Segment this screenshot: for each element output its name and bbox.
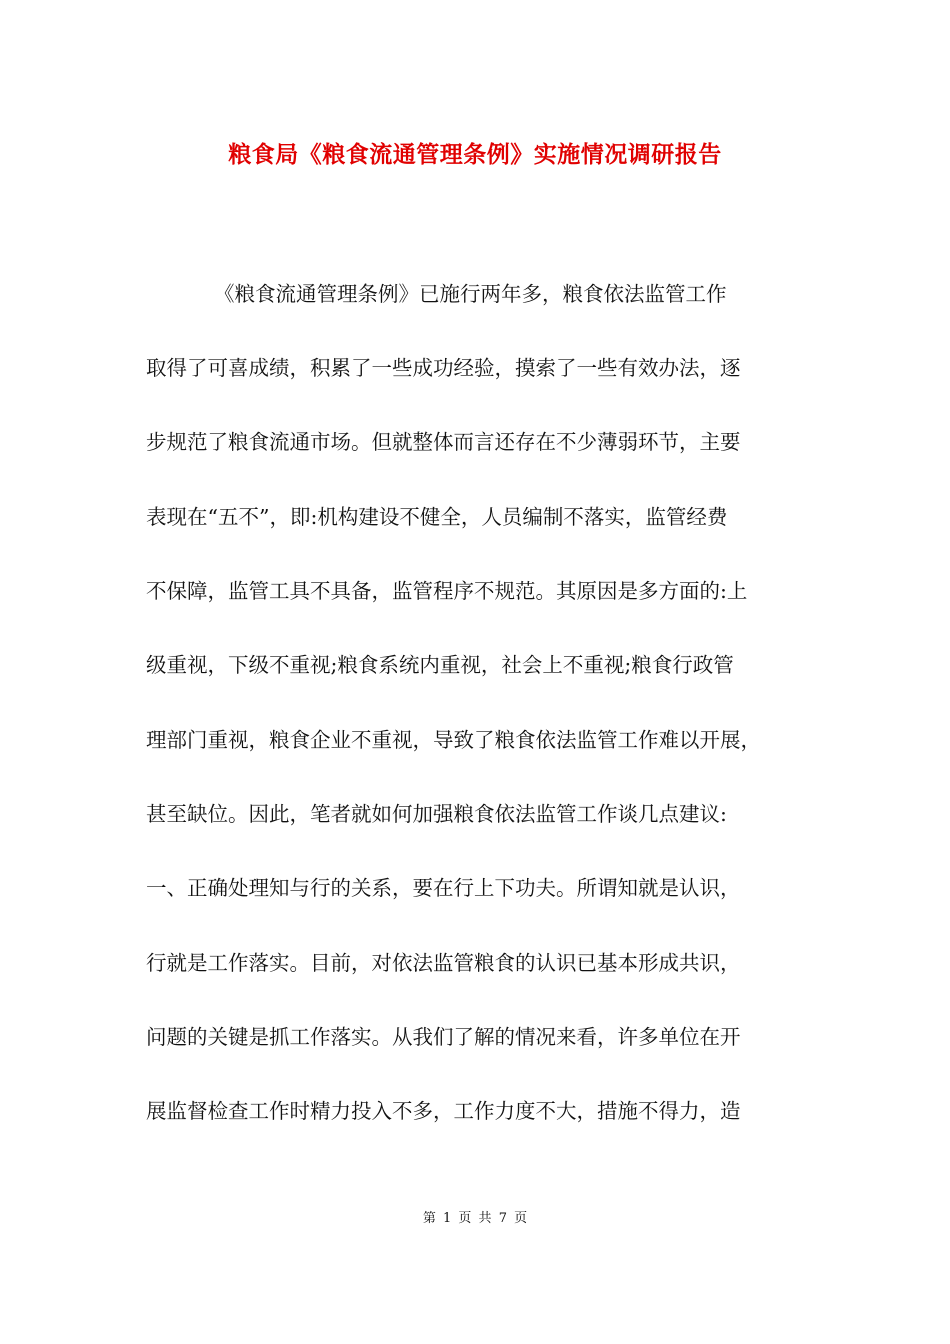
- paragraph-line-1: 《粮食流通管理条例》已施行两年多，粮食依法监管工作: [214, 282, 727, 306]
- paragraph-line-7: 理部门重视，粮食企业不重视，导致了粮食依法监管工作难以开展，: [146, 728, 761, 752]
- paragraph-line-8: 甚至缺位。因此，笔者就如何加强粮食依法监管工作谈几点建议:: [146, 802, 727, 826]
- paragraph-line-10: 行就是工作落实。目前，对依法监管粮食的认识已基本形成共识，: [146, 951, 741, 975]
- paragraph-line-11: 问题的关键是抓工作落实。从我们了解的情况来看，许多单位在开: [146, 1025, 741, 1049]
- paragraph-line-5: 不保障，监管工具不具备，监管程序不规范。其原因是多方面的:上: [146, 579, 748, 603]
- document-title: 粮食局《粮食流通管理条例》实施情况调研报告: [228, 141, 722, 168]
- paragraph-line-4: 表现在“五不”，即:机构建设不健全，人员编制不落实，监管经费: [146, 505, 728, 529]
- paragraph-line-3: 步规范了粮食流通市场。但就整体而言还存在不少薄弱环节，主要: [146, 430, 741, 454]
- paragraph-line-2: 取得了可喜成绩，积累了一些成功经验，摸索了一些有效办法，逐: [146, 356, 741, 380]
- paragraph-line-6: 级重视，下级不重视;粮食系统内重视，社会上不重视;粮食行政管: [146, 653, 734, 677]
- paragraph-line-9: 一、正确处理知与行的关系，要在行上下功夫。所谓知就是认识，: [146, 876, 741, 900]
- page-footer: 第 1 页 共 7 页: [422, 1211, 528, 1226]
- paragraph-line-12: 展监督检查工作时精力投入不多，工作力度不大，措施不得力，造: [146, 1099, 741, 1123]
